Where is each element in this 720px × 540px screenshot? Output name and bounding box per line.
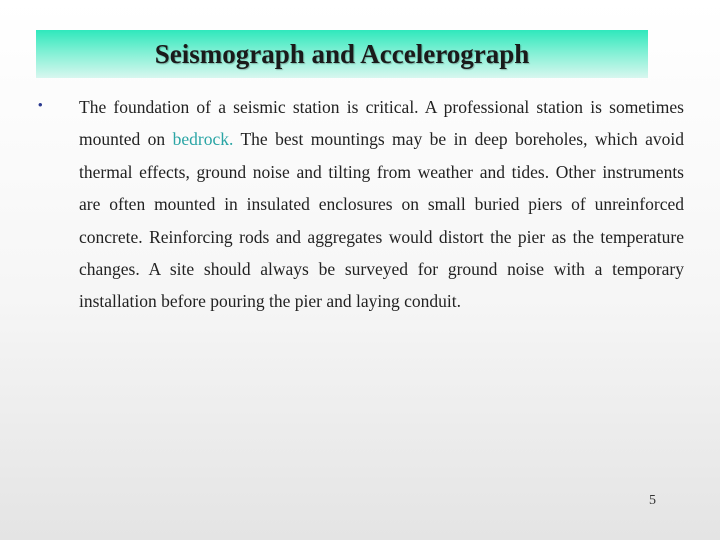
page-number: 5 [649, 493, 656, 508]
bullet-marker: • [38, 97, 43, 112]
body-paragraph [79, 91, 684, 318]
highlighted-term: bedrock. [172, 129, 234, 150]
title-bar [36, 30, 648, 78]
body-text-end: The best mountings may be in deep boreholes, which avoid thermal effects, ground noise and tilting from weather and tides. Other instruments are often mounted in insulated enclosures on small buried piers of unreinforced concrete. Reinforcing rods and aggregates would distort the pier as the temperature changes. A site should always be surveyed for ground noise with a temporary installation before pouring the pier and laying conduit. [79, 129, 684, 312]
slide-title: Seismograph and Accelerograph [154, 38, 530, 69]
body-text-start: The foundation of a seismic station is critical. A professional station is sometimes mounted on [79, 97, 684, 150]
